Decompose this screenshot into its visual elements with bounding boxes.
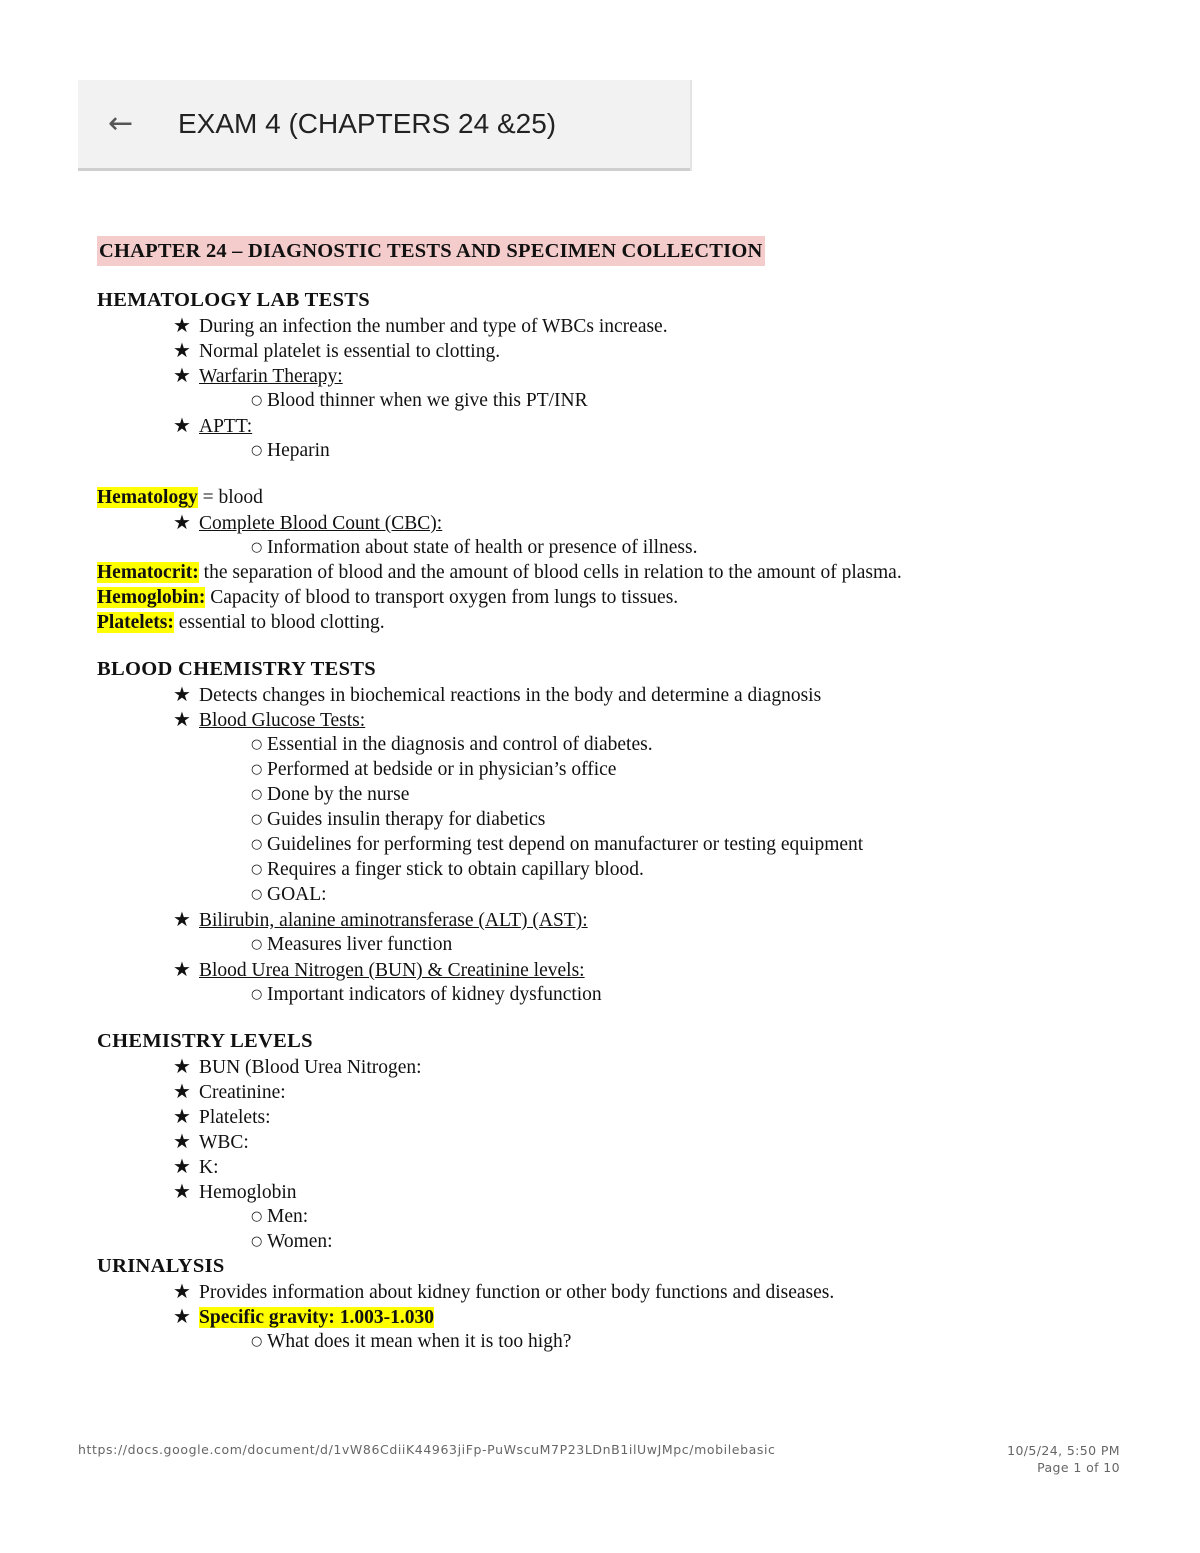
star-bullet-icon: ★ (173, 1304, 191, 1328)
list-item: ★ WBC: (173, 1129, 249, 1153)
circle-bullet-icon: ○ (251, 1209, 263, 1224)
star-bullet-icon: ★ (173, 313, 191, 337)
list-item: ★ Warfarin Therapy: (173, 363, 343, 387)
list-item: ★ Blood Glucose Tests: (173, 707, 366, 731)
star-bullet-icon: ★ (173, 907, 191, 931)
circle-bullet-icon: ○ (251, 862, 263, 877)
list-item: ★ Platelets: (173, 1104, 271, 1128)
circle-bullet-icon: ○ (251, 987, 263, 1002)
star-bullet-icon: ★ (173, 1154, 191, 1178)
section-heading-blood-chemistry: BLOOD CHEMISTRY TESTS (97, 658, 376, 680)
definition-hematocrit: Hematocrit: the separation of blood and the amount of blood cells in relation to the amount of plasma. (97, 562, 902, 583)
footer-url: https://docs.google.com/document/d/1vW86CdiiK44963jiFp-PuWscuM7P23LDnB1ilUwJMpc/mobilebasic (78, 1442, 776, 1457)
list-item: ★ During an infection the number and type of WBCs increase. (173, 313, 668, 337)
list-item: ★ Complete Blood Count (CBC): (173, 510, 443, 534)
star-bullet-icon: ★ (173, 1079, 191, 1103)
circle-bullet-icon: ○ (251, 1334, 263, 1349)
list-item: ★ Specific gravity: 1.003-1.030 (173, 1304, 435, 1328)
section-heading-chemistry-levels: CHEMISTRY LEVELS (97, 1030, 313, 1052)
circle-bullet-icon: ○ (251, 737, 263, 752)
sub-list-item: ○ Men: (251, 1206, 309, 1227)
definition-hematology: Hematology = blood (97, 487, 263, 508)
list-item: ★ Blood Urea Nitrogen (BUN) & Creatinine levels: (173, 957, 585, 981)
star-bullet-icon: ★ (173, 413, 191, 437)
section-heading-urinalysis: URINALYSIS (97, 1255, 225, 1277)
footer-datetime: 10/5/24, 5:50 PM (1007, 1443, 1120, 1458)
sub-list-item: ○ GOAL: (251, 884, 327, 905)
sub-list-item: ○ Information about state of health or presence of illness. (251, 537, 698, 558)
circle-bullet-icon: ○ (251, 837, 263, 852)
sub-list-item: ○ Performed at bedside or in physician’s office (251, 759, 617, 780)
document-title: EXAM 4 (CHAPTERS 24 &25) (178, 108, 557, 139)
footer-meta (1007, 1442, 1120, 1476)
circle-bullet-icon: ○ (251, 787, 263, 802)
list-item: ★ Creatinine: (173, 1079, 286, 1103)
circle-bullet-icon: ○ (251, 937, 263, 952)
list-item: ★ Detects changes in biochemical reactions in the body and determine a diagnosis (173, 682, 822, 706)
sub-list-item: ○ Guides insulin therapy for diabetics (251, 809, 546, 830)
definition-hemoglobin: Hemoglobin: Capacity of blood to transport oxygen from lungs to tissues. (97, 587, 679, 608)
sub-list-item: ○ Blood thinner when we give this PT/INR (251, 390, 588, 411)
circle-bullet-icon: ○ (251, 812, 263, 827)
sub-list-item: ○ What does it mean when it is too high? (251, 1331, 572, 1352)
star-bullet-icon: ★ (173, 510, 191, 534)
list-item: ★ APTT: (173, 413, 253, 437)
circle-bullet-icon: ○ (251, 762, 263, 777)
footer-page-number: Page 1 of 10 (1037, 1460, 1120, 1475)
circle-bullet-icon: ○ (251, 393, 263, 408)
star-bullet-icon: ★ (173, 1054, 191, 1078)
sub-list-item: ○ Done by the nurse (251, 784, 410, 805)
definition-platelets: Platelets: essential to blood clotting. (97, 612, 385, 633)
doc-header-bar (78, 80, 690, 171)
document-body (97, 236, 1177, 1354)
list-item: ★ Normal platelet is essential to clotting. (173, 338, 501, 362)
star-bullet-icon: ★ (173, 1129, 191, 1153)
sub-list-item: ○ Measures liver function (251, 934, 453, 955)
star-bullet-icon: ★ (173, 1104, 191, 1128)
list-item: ★ K: (173, 1154, 219, 1178)
star-bullet-icon: ★ (173, 1279, 191, 1303)
sub-list-item: ○ Guidelines for performing test depend on manufacturer or testing equipment (251, 834, 864, 855)
arrow-left-icon[interactable]: ← (108, 106, 134, 141)
list-item: ★ Provides information about kidney function or other body functions and diseases. (173, 1279, 835, 1303)
list-item: ★ Hemoglobin (173, 1179, 297, 1203)
sub-list-item: ○ Important indicators of kidney dysfunction (251, 984, 602, 1005)
sub-list-item: ○ Requires a finger stick to obtain capillary blood. (251, 859, 644, 880)
section-heading-hematology: HEMATOLOGY LAB TESTS (97, 289, 370, 311)
circle-bullet-icon: ○ (251, 443, 263, 458)
star-bullet-icon: ★ (173, 707, 191, 731)
star-bullet-icon: ★ (173, 957, 191, 981)
star-bullet-icon: ★ (173, 682, 191, 706)
list-item: ★ Bilirubin, alanine aminotransferase (ALT) (AST): (173, 907, 588, 931)
sub-list-item: ○ Women: (251, 1231, 333, 1252)
circle-bullet-icon: ○ (251, 1234, 263, 1249)
star-bullet-icon: ★ (173, 363, 191, 387)
star-bullet-icon: ★ (173, 1179, 191, 1203)
sub-list-item: ○ Heparin (251, 440, 330, 461)
circle-bullet-icon: ○ (251, 887, 263, 902)
chapter-heading: CHAPTER 24 – DIAGNOSTIC TESTS AND SPECIMEN COLLECTION (97, 236, 765, 266)
star-bullet-icon: ★ (173, 338, 191, 362)
circle-bullet-icon: ○ (251, 540, 263, 555)
sub-list-item: ○ Essential in the diagnosis and control of diabetes. (251, 734, 653, 755)
list-item: ★ BUN (Blood Urea Nitrogen: (173, 1054, 422, 1078)
